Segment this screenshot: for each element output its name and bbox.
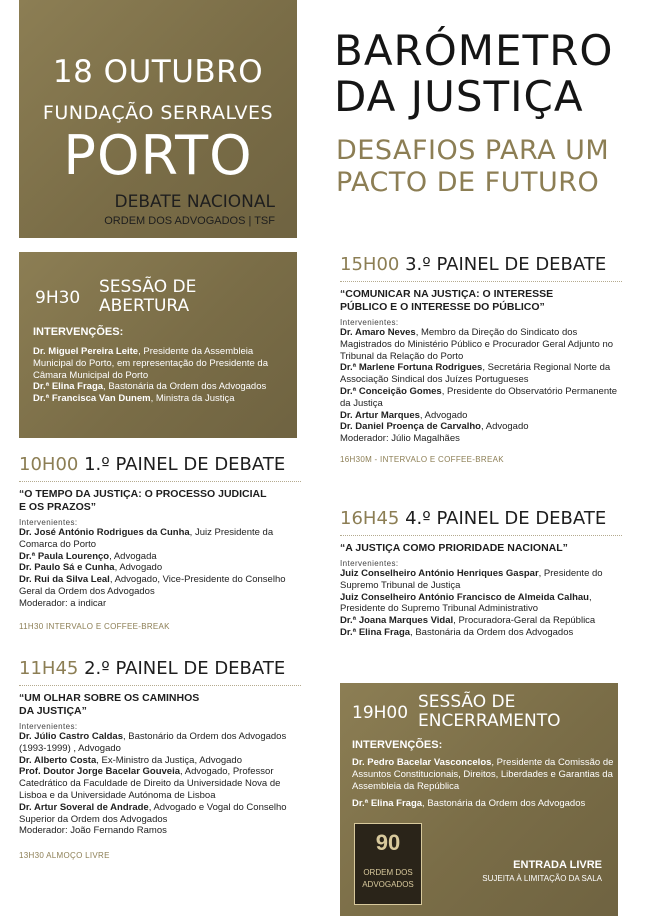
speaker-name: Juiz Conselheiro António Francisco de Almeida Calhau bbox=[340, 591, 589, 603]
panel-2-time: 11H45 bbox=[19, 658, 79, 679]
main-title-line-1: BARÓMETRO bbox=[334, 26, 614, 75]
opening-session-box bbox=[19, 252, 297, 438]
speaker-entry bbox=[340, 362, 622, 386]
speaker-name: Dr. Pedro Bacelar Vasconcelos bbox=[352, 757, 492, 768]
speaker-entry bbox=[352, 798, 614, 810]
speaker-name: Dr. Amaro Neves bbox=[340, 327, 416, 338]
panel-3-speaker-list bbox=[340, 327, 622, 445]
speaker-role: , Bastonário da Ordem dos Advogados (1993-1999) , Advogado bbox=[19, 731, 287, 754]
speaker-entry bbox=[340, 568, 622, 592]
speaker-role: , Presidente do Supremo Tribunal Administrativo bbox=[340, 591, 592, 615]
speaker-role: , Bastonária da Ordem dos Advogados bbox=[103, 381, 267, 393]
speaker-name: Dr. Paulo Sá e Cunha bbox=[19, 562, 115, 574]
speaker-name: Dr.ª Paula Lourenço bbox=[19, 550, 110, 562]
opening-title-line-2: ABERTURA bbox=[99, 296, 190, 316]
panel-4 bbox=[340, 508, 622, 639]
free-entry-label: ENTRADA LIVRE bbox=[513, 859, 602, 871]
closing-time: 19H00 bbox=[352, 703, 409, 723]
speaker-name: Dr.ª Elina Fraga bbox=[340, 626, 411, 638]
speaker-entry bbox=[340, 615, 622, 627]
panel-3-title-line-1: “COMUNICAR NA JUSTIÇA: O INTERESSE bbox=[340, 288, 554, 300]
speaker-entry bbox=[19, 802, 301, 826]
speaker-name: Dr. José António Rodrigues da Cunha bbox=[19, 527, 190, 538]
speaker-role: , Bastonária da Ordem dos Advogados bbox=[410, 626, 574, 638]
panel-4-title: “A JUSTIÇA COMO PRIORIDADE NACIONAL” bbox=[340, 542, 568, 554]
room-limit-label: SUJEITA À LIMITAÇÃO DA SALA bbox=[482, 874, 602, 883]
event-venue: FUNDAÇÃO SERRALVES bbox=[42, 102, 274, 124]
speaker-name: Dr. Daniel Proença de Carvalho bbox=[340, 421, 481, 433]
panel-1 bbox=[19, 454, 301, 631]
speaker-role: , Bastonária da Ordem dos Advogados bbox=[422, 798, 586, 810]
divider bbox=[340, 281, 622, 282]
speaker-entry bbox=[19, 527, 301, 551]
break-note: 16H30M - INTERVALO E COFFEE-BREAK bbox=[340, 454, 504, 464]
panel-2-title bbox=[19, 692, 301, 718]
panel-2-title-line-1: “UM OLHAR SOBRE OS CAMINHOS bbox=[19, 692, 200, 704]
logo-text-line-2: ADVOGADOS bbox=[362, 880, 414, 889]
panel-3-label: 3.º PAINEL DE DEBATE bbox=[405, 254, 607, 275]
subtitle-line-2: PACTO DE FUTURO bbox=[336, 167, 600, 198]
speaker-entry bbox=[19, 551, 301, 563]
opening-speaker-list bbox=[33, 346, 295, 405]
speaker-entry bbox=[33, 381, 295, 393]
speaker-name: Prof. Doutor Jorge Bacelar Gouveia bbox=[19, 766, 181, 778]
panel-4-label: 4.º PAINEL DE DEBATE bbox=[405, 508, 607, 529]
speaker-entry bbox=[340, 327, 622, 362]
logo-anniversary-number: 90 bbox=[375, 830, 401, 855]
speaker-entry bbox=[19, 731, 301, 755]
closing-speaker-list bbox=[352, 757, 614, 810]
panel-2-title-line-2: DA JUSTIÇA” bbox=[19, 705, 87, 717]
speaker-role: , Advogado bbox=[114, 562, 163, 574]
speaker-role: , Advogada bbox=[109, 550, 157, 562]
panel-4-time: 16H45 bbox=[340, 508, 400, 529]
speaker-entry bbox=[340, 386, 622, 410]
speaker-name: Dr. Artur Marques bbox=[340, 409, 420, 421]
speaker-role: , Juiz Presidente da Comarca do Porto bbox=[19, 527, 274, 550]
speaker-role: , Presidente do Supremo Tribunal de Justiça bbox=[340, 568, 603, 591]
panel-1-title bbox=[19, 488, 301, 514]
speaker-entry bbox=[33, 393, 295, 405]
speaker-role: , Advogado e Vogal do Conselho Superior da Ordem dos Advogados bbox=[19, 801, 287, 825]
speaker-name: Dr. Miguel Pereira Leite bbox=[33, 346, 139, 357]
panel-1-label: 1.º PAINEL DE DEBATE bbox=[84, 454, 286, 475]
speaker-role: , Advogado bbox=[480, 421, 529, 433]
break-note: 11H30 INTERVALO E COFFEE-BREAK bbox=[19, 621, 170, 631]
closing-session-box bbox=[340, 683, 618, 916]
speaker-name: Dr. Júlio Castro Caldas bbox=[19, 731, 124, 742]
speaker-entry bbox=[340, 421, 622, 433]
speaker-role: , Presidente da Assembleia Municipal do Porto, em representação do Presidente da Câmara Municipal do Porto bbox=[33, 346, 268, 381]
ordem-dos-advogados-logo bbox=[354, 823, 422, 905]
speaker-entry bbox=[19, 562, 301, 574]
speaker-name: Dr.ª Francisca Van Dunem bbox=[33, 393, 151, 405]
speaker-name: Juiz Conselheiro António Henriques Gaspar bbox=[340, 568, 539, 579]
logo-text-line-1: ORDEM DOS bbox=[363, 868, 413, 877]
speaker-entry bbox=[340, 410, 622, 422]
closing-interventions-label: INTERVENÇÕES: bbox=[352, 739, 443, 751]
subtitle bbox=[336, 135, 646, 199]
participants-label: Intervenientes: bbox=[19, 518, 78, 527]
opening-time: 9H30 bbox=[35, 288, 81, 308]
speaker-entry bbox=[19, 766, 301, 801]
moderator: Moderador: a indicar bbox=[19, 597, 107, 609]
speaker-name: Dr.ª Elina Fraga bbox=[33, 381, 104, 393]
panel-3-time: 15H00 bbox=[340, 254, 400, 275]
speaker-entry bbox=[19, 755, 301, 767]
speaker-role: , Procuradora-Geral da República bbox=[453, 615, 596, 627]
speaker-entry bbox=[340, 592, 622, 616]
moderator: Moderador: João Fernando Ramos bbox=[19, 825, 167, 837]
participants-label: Intervenientes: bbox=[19, 722, 78, 731]
speaker-role: , Ex-Ministro da Justiça, Advogado bbox=[96, 754, 242, 766]
panel-3-title-line-2: PÚBLICO E O INTERESSE DO PÚBLICO” bbox=[340, 301, 545, 313]
panel-1-speaker-list bbox=[19, 527, 301, 610]
panel-3-heading bbox=[340, 254, 622, 275]
speaker-name: Dr. Artur Soveral de Andrade bbox=[19, 801, 149, 813]
subtitle-line-1: DESAFIOS PARA UM bbox=[336, 135, 610, 166]
divider bbox=[19, 481, 301, 482]
opening-title-line-1: SESSÃO DE bbox=[99, 277, 197, 297]
divider bbox=[340, 535, 622, 536]
panel-1-time: 10H00 bbox=[19, 454, 79, 475]
panel-1-title-line-1: “O TEMPO DA JUSTIÇA: O PROCESSO JUDICIAL bbox=[19, 488, 267, 500]
panel-1-heading bbox=[19, 454, 301, 475]
panel-3 bbox=[340, 254, 622, 464]
speaker-name: Dr.ª Conceição Gomes bbox=[340, 385, 442, 397]
closing-title-line-2: ENCERRAMENTO bbox=[418, 711, 561, 731]
panel-3-title bbox=[340, 288, 622, 314]
opening-interventions-label: INTERVENÇÕES: bbox=[33, 326, 124, 338]
speaker-name: Dr. Alberto Costa bbox=[19, 754, 97, 766]
event-header-box bbox=[19, 0, 297, 238]
speaker-entry bbox=[340, 627, 622, 639]
main-title-line-2: DA JUSTIÇA bbox=[334, 72, 584, 121]
participants-label: Intervenientes: bbox=[340, 318, 399, 327]
speaker-role: , Secretária Regional Norte da Associação Sindical dos Juízes Portugueses bbox=[340, 362, 611, 386]
speaker-role: , Advogado, Vice-Presidente do Conselho Geral da Ordem dos Advogados bbox=[19, 574, 286, 597]
speaker-name: Dr.ª Elina Fraga bbox=[352, 798, 423, 810]
closing-title-line-1: SESSÃO DE bbox=[418, 692, 516, 712]
debate-label: DEBATE NACIONAL bbox=[114, 192, 275, 212]
participants-label: Intervenientes: bbox=[340, 559, 399, 568]
organizers-label: ORDEM DOS ADVOGADOS | TSF bbox=[104, 215, 275, 227]
speaker-role: , Advogado bbox=[419, 409, 468, 421]
event-date: 18 OUTUBRO bbox=[52, 54, 264, 90]
panel-2-label: 2.º PAINEL DE DEBATE bbox=[84, 658, 286, 679]
panel-2-speaker-list bbox=[19, 731, 301, 837]
speaker-name: Dr.ª Joana Marques Vidal bbox=[340, 615, 454, 627]
speaker-entry bbox=[33, 346, 295, 381]
moderator: Moderador: Júlio Magalhães bbox=[340, 433, 460, 445]
break-note: 13H30 ALMOÇO LIVRE bbox=[19, 851, 110, 861]
speaker-role: , Advogado, Professor Catedrático da Faculdade de Direito da Universidade Nova de Lisboa e da Universidade Autónoma de Lisboa bbox=[19, 766, 281, 801]
panel-2 bbox=[19, 658, 301, 860]
event-city: PORTO bbox=[63, 124, 253, 187]
speaker-entry bbox=[352, 757, 614, 792]
speaker-role: , Ministra da Justiça bbox=[150, 393, 235, 405]
panel-4-heading bbox=[340, 508, 622, 529]
speaker-role: , Presidente do Observatório Permanente da Justiça bbox=[340, 385, 618, 409]
panel-4-speaker-list bbox=[340, 568, 622, 639]
panel-2-heading bbox=[19, 658, 301, 679]
panel-1-title-line-2: E OS PRAZOS” bbox=[19, 501, 97, 513]
main-title bbox=[334, 28, 644, 120]
divider bbox=[19, 685, 301, 686]
speaker-role: , Presidente da Comissão de Assuntos Constitucionais, Direitos, Liberdades e Garantias da Assembleia da República bbox=[352, 757, 614, 792]
speaker-name: Dr.ª Marlene Fortuna Rodrigues bbox=[340, 362, 483, 374]
speaker-entry bbox=[19, 574, 301, 598]
closing-title bbox=[418, 693, 561, 731]
opening-title bbox=[99, 278, 196, 316]
speaker-role: , Membro da Direção do Sindicato dos Magistrados do Ministério Público e Procurador Geral Adjunto no Tribunal da Relação do Porto bbox=[340, 327, 614, 362]
speaker-name: Dr. Rui da Silva Leal bbox=[19, 574, 110, 586]
